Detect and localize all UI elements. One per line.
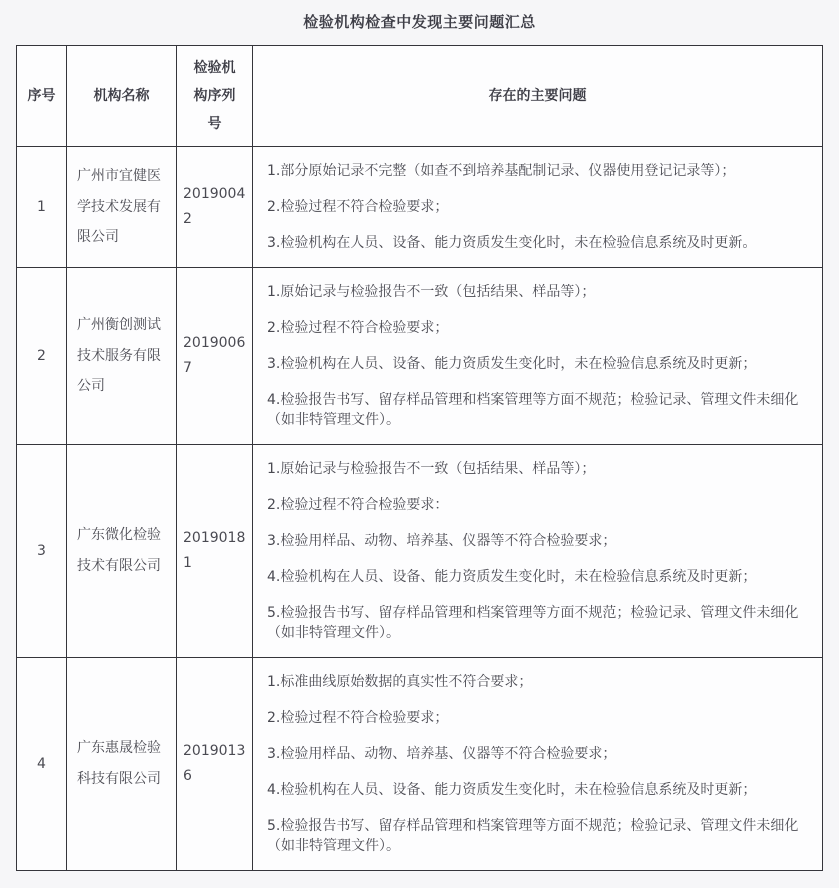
problem-item: 4.检验机构在人员、设备、能力资质发生变化时，未在检验信息系统及时更新；	[267, 569, 757, 585]
header-serial-no: 序号	[17, 46, 67, 147]
cell-row-number: 4	[17, 658, 67, 871]
cell-institution-name: 广东惠晟检验科技有限公司	[67, 658, 177, 871]
table-header-row	[17, 46, 823, 147]
problem-item: 4.检验报告书写、留存样品管理和档案管理等方面不规范；检验记录、管理文件未细化（如非特管理文件）。	[267, 392, 799, 428]
cell-institution-name: 广东微化检验技术有限公司	[67, 445, 177, 658]
cell-institution-serial: 20190067	[177, 268, 253, 445]
problem-item: 3.检验用样品、动物、培养基、仪器等不符合检验要求；	[267, 746, 617, 762]
table-row	[17, 147, 823, 268]
cell-row-number: 3	[17, 445, 67, 658]
problem-item: 3.检验机构在人员、设备、能力资质发生变化时，未在检验信息系统及时更新。	[267, 235, 757, 251]
cell-institution-serial: 20190181	[177, 445, 253, 658]
cell-problems	[253, 268, 823, 445]
cell-institution-name: 广州衡创测试技术服务有限公司	[67, 268, 177, 445]
cell-row-number: 1	[17, 147, 67, 268]
table-row	[17, 445, 823, 658]
problem-item: 5.检验报告书写、留存样品管理和档案管理等方面不规范；检验记录、管理文件未细化（如非特管理文件）。	[267, 818, 799, 854]
problems-summary-table	[16, 45, 823, 871]
problem-item: 1.部分原始记录不完整（如查不到培养基配制记录、仪器使用登记记录等）；	[267, 163, 736, 179]
problem-item: 2.检验过程不符合检验要求；	[267, 320, 449, 336]
problem-item: 1.标准曲线原始数据的真实性不符合要求；	[267, 674, 533, 690]
problem-item: 3.检验用样品、动物、培养基、仪器等不符合检验要求；	[267, 533, 617, 549]
problem-item: 3.检验机构在人员、设备、能力资质发生变化时，未在检验信息系统及时更新；	[267, 356, 757, 372]
problem-item: 1.原始记录与检验报告不一致（包括结果、样品等）；	[267, 284, 596, 300]
header-institution-name: 机构名称	[67, 46, 177, 147]
table-row	[17, 658, 823, 871]
cell-institution-serial: 20190042	[177, 147, 253, 268]
problem-item: 2.检验过程不符合检验要求；	[267, 710, 449, 726]
problem-item: 5.检验报告书写、留存样品管理和档案管理等方面不规范；检验记录、管理文件未细化（如非特管理文件）。	[267, 605, 799, 641]
header-institution-serial: 检验机构序列号	[177, 46, 253, 147]
problem-item: 1.原始记录与检验报告不一致（包括结果、样品等）；	[267, 461, 596, 477]
cell-row-number: 2	[17, 268, 67, 445]
cell-institution-name: 广州市宜健医学技术发展有限公司	[67, 147, 177, 268]
cell-problems	[253, 445, 823, 658]
cell-institution-serial: 20190136	[177, 658, 253, 871]
problem-item: 4.检验机构在人员、设备、能力资质发生变化时，未在检验信息系统及时更新；	[267, 782, 757, 798]
problem-item: 2.检验过程不符合检验要求；	[267, 199, 449, 215]
problem-item: 2.检验过程不符合检验要求：	[267, 497, 449, 513]
cell-problems	[253, 147, 823, 268]
document-title: 检验机构检查中发现主要问题汇总	[303, 13, 536, 31]
header-main-problems: 存在的主要问题	[253, 46, 823, 147]
table-row	[17, 268, 823, 445]
cell-problems	[253, 658, 823, 871]
